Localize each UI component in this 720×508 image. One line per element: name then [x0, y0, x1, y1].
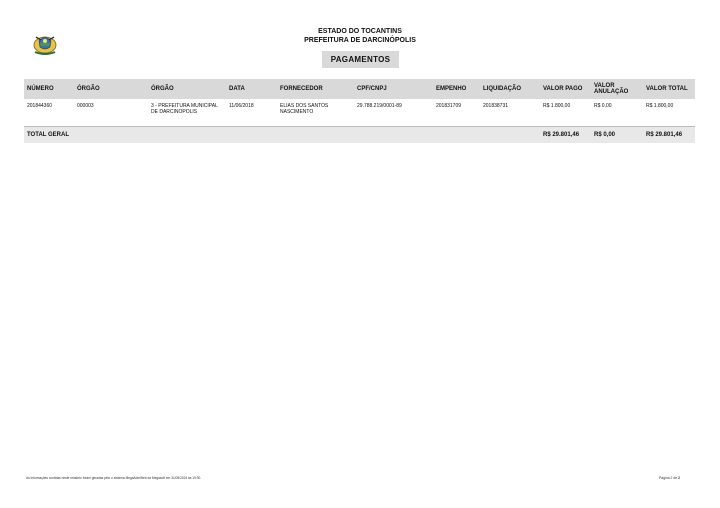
cell-numero: 201844360	[27, 103, 53, 109]
section-title: PAGAMENTOS	[322, 51, 399, 68]
cell-data: 11/06/2018	[229, 103, 254, 109]
page-total: 2	[678, 475, 680, 480]
cell-valor-total: R$ 1.800,00	[646, 103, 674, 109]
cell-liquidacao: 201838731	[483, 103, 509, 109]
col-orgao-code: ÓRGÃO	[74, 79, 148, 99]
col-data: DATA	[226, 79, 277, 99]
table-header-row	[24, 79, 695, 99]
col-liquidacao: LIQUIDAÇÃO	[480, 79, 540, 99]
cell-valor-anulacao: R$ 0,00	[594, 103, 612, 109]
generation-note: As informações contidas neste relatório foram geradas pelo o sistema MegaAdmWeb da Megasoft em 31/05/2024 às 19:30.	[26, 476, 202, 480]
payments-table	[24, 79, 695, 143]
municipality-name: PREFEITURA DE DARCINÓPOLIS	[304, 37, 416, 44]
cell-orgao-name: 3 - PREFEITURA MUNICIPAL DE DARCINOPOLIS	[151, 103, 218, 115]
col-empenho: EMPENHO	[433, 79, 480, 99]
col-valor-anulacao: VALOR ANULAÇÃO	[591, 79, 643, 99]
col-orgao-name: ÓRGÃO	[148, 79, 226, 99]
col-numero: NÚMERO	[24, 79, 74, 99]
total-label: TOTAL GERAL	[24, 127, 74, 144]
total-valor-anulacao: R$ 0,00	[591, 127, 643, 144]
total-valor-total: R$ 29.801,46	[643, 127, 695, 144]
state-name: ESTADO DO TOCANTINS	[318, 28, 402, 35]
cell-cpf-cnpj: 29.788.219/0001-89	[357, 103, 402, 109]
page-number	[659, 476, 680, 480]
table-row	[24, 99, 695, 127]
total-row	[24, 127, 695, 144]
total-valor-pago: R$ 29.801,46	[540, 127, 591, 144]
cell-empenho: 201831709	[436, 103, 462, 109]
col-valor-pago: VALOR PAGO	[540, 79, 591, 99]
col-valor-total: VALOR TOTAL	[643, 79, 695, 99]
col-fornecedor: FORNECEDOR	[277, 79, 354, 99]
page-prefix: Página 2 de	[659, 475, 678, 480]
cell-valor-pago: R$ 1.800,00	[543, 103, 571, 109]
cell-fornecedor: ELIAS DOS SANTOS NASCIMENTO	[280, 103, 329, 115]
cell-orgao-code: 000003	[77, 103, 94, 109]
col-cpf-cnpj: CPF/CNPJ	[354, 79, 433, 99]
